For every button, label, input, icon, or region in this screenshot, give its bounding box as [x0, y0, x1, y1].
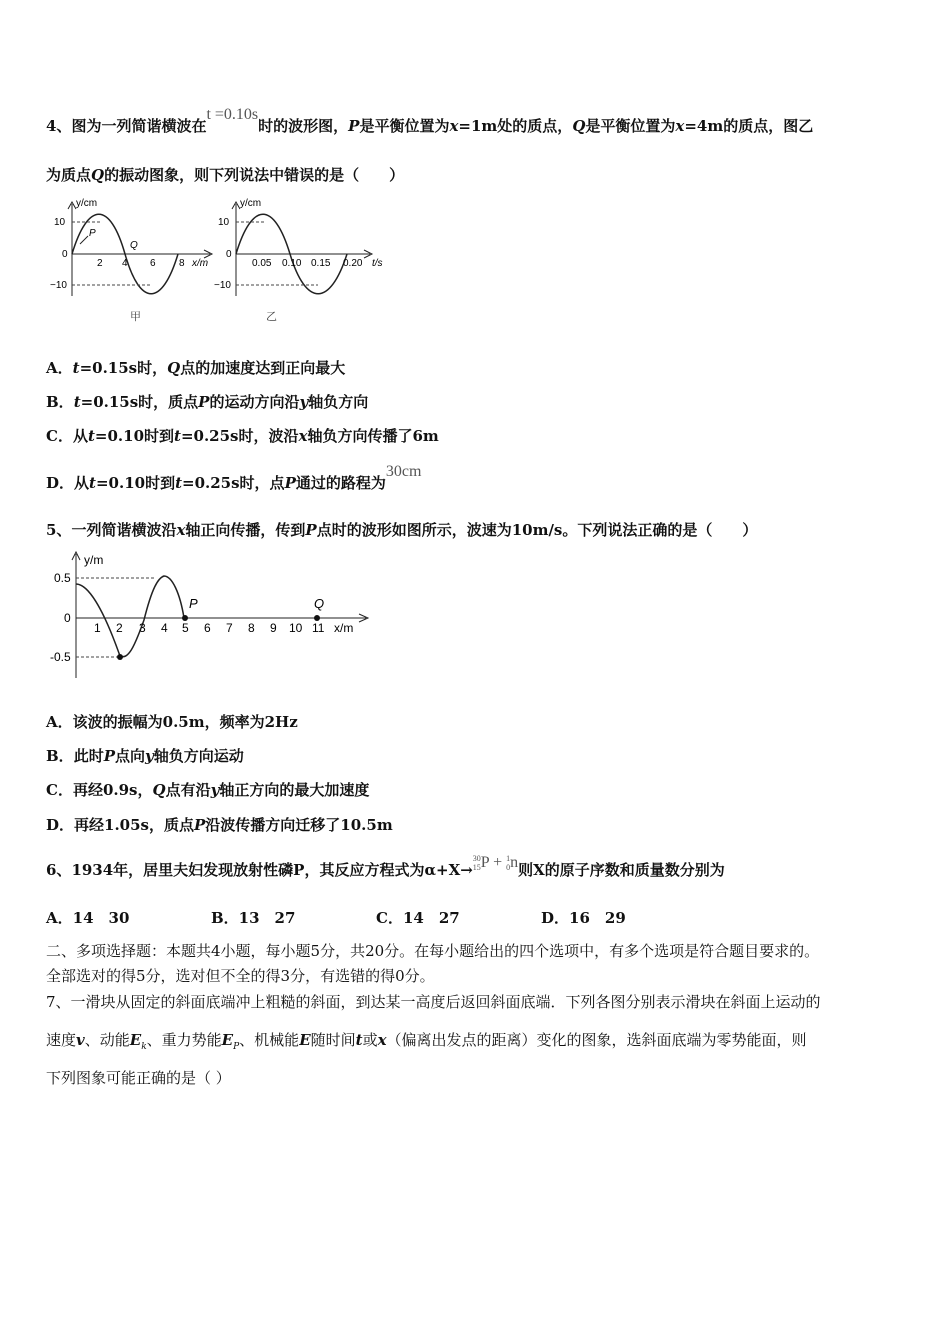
q5-Q-label: Q — [314, 596, 325, 611]
yi-caption: 乙 — [266, 311, 277, 323]
q4-option-c: C．从t=0.10时到t=0.25s时，波沿x轴负方向传播了6m — [46, 427, 439, 445]
q7-line1: 7、一滑块从固定的斜面底端冲上粗糙的斜面，到达某一高度后返回斜面底端．下列各图分别表示滑块在斜面上运动的 — [46, 993, 821, 1011]
q7-line2: 速度v、动能$E_k$、重力势能$E_P$、机械能E随时间t或x（偏离出发点的距离）变化的图象，选斜面底端为零势能面，则 — [46, 1031, 807, 1052]
q5-option-b: B．此时P点向y轴负方向运动 — [46, 747, 244, 765]
q5-option-d: D．再经1.05s，质点P沿波传播方向迁移了10.5m — [46, 816, 393, 834]
jia-axes — [68, 202, 212, 296]
q4-stem-line1: 4、图为一列简谐横波在t =0.10s时的波形图，P是平衡位置为x=1m处的质点，Q是平衡位置为x=4m的质点，图乙 — [46, 106, 814, 135]
q6-options — [46, 907, 846, 928]
jia-tick: 4 — [122, 258, 128, 269]
q5-tick: 11 — [312, 621, 325, 635]
yi-tick: 0.15 — [311, 258, 331, 269]
q5-trough-point — [117, 654, 123, 660]
q6-reaction-products: 30 15P + 1 0n — [472, 854, 519, 873]
q5-figure — [48, 548, 378, 683]
q5-tick: 4 — [161, 621, 168, 635]
q5-tick: 6 — [204, 621, 211, 635]
q6-option-b: B．13 27 — [211, 909, 296, 927]
q5-y-top: 0.5 — [54, 571, 71, 585]
q5-xlabel: x/m — [334, 621, 354, 635]
jia-y-top: 10 — [54, 217, 66, 228]
jia-Q-label: Q — [130, 240, 138, 251]
q4-d-expression: 30cm — [385, 463, 422, 480]
q4-figure-jia — [50, 196, 225, 326]
jia-xlabel: x/m — [192, 258, 209, 269]
q6-stem: 6、1934年，居里夫妇发现放射性磷P，其反应方程式为α+X→30 15P + 1 0n则X的原子序数和质量数分别为 — [46, 854, 725, 879]
q6-option-d: D．16 29 — [541, 909, 626, 927]
jia-tick: 6 — [150, 258, 156, 269]
q5-tick: 1 — [94, 621, 101, 635]
yi-xlabel: t/s — [372, 258, 383, 269]
q5-wave-curve — [76, 576, 184, 657]
q5-tick: 7 — [226, 621, 233, 635]
jia-P-arrow — [80, 236, 88, 244]
q4-stem-line2: 为质点Q的振动图象，则下列说法中错误的是（ ） — [46, 166, 405, 184]
q5-ylabel: y/m — [84, 553, 104, 567]
q5-y-bottom: -0.5 — [50, 650, 71, 664]
q4-option-d: D．从t=0.10时到t=0.25s时，点P通过的路程为30cm — [46, 463, 422, 492]
jia-caption: 甲 — [130, 311, 141, 323]
q5-tick: 10 — [289, 621, 303, 635]
yi-tick: 0.20 — [343, 258, 363, 269]
q4-option-b: B．t=0.15s时，质点P的运动方向沿y轴负方向 — [46, 393, 369, 411]
section2-line1: 二、多项选择题：本题共4小题，每小题5分，共20分。在每小题给出的四个选项中，有多个选项是符合题目要求的。 — [46, 942, 820, 960]
q7-line3: 下列图象可能正确的是（ ） — [46, 1069, 231, 1087]
q6-option-c: C．14 27 — [376, 909, 460, 927]
q5-option-c: C．再经0.9s，Q点有沿y轴正方向的最大加速度 — [46, 781, 370, 799]
q5-tick: 2 — [116, 621, 123, 635]
yi-origin: 0 — [226, 249, 232, 260]
q4-figure-yi — [212, 196, 392, 326]
yi-tick: 0.10 — [282, 258, 302, 269]
yi-y-bottom: −10 — [214, 280, 231, 291]
q5-tick: 3 — [139, 621, 146, 635]
section2-line2: 全部选对的得5分，选对但不全的得3分，有选错的得0分。 — [46, 967, 435, 985]
yi-y-top: 10 — [218, 217, 230, 228]
yi-ylabel: y/cm — [240, 198, 262, 209]
q5-option-a: A．该波的振幅为0.5m，频率为2Hz — [46, 713, 298, 731]
jia-y-bottom: −10 — [50, 280, 67, 291]
jia-tick: 2 — [97, 258, 103, 269]
q6-option-a: A．14 30 — [46, 909, 130, 927]
q5-tick: 8 — [248, 621, 255, 635]
q5-tick: 5 — [182, 621, 189, 635]
jia-ylabel: y/cm — [76, 198, 98, 209]
q5-P-label: P — [189, 596, 198, 611]
q4-option-a: A．t=0.15s时，Q点的加速度达到正向最大 — [46, 359, 346, 377]
jia-P-label: P — [89, 228, 96, 239]
q5-stem: 5、一列简谐横波沿x轴正向传播，传到P点时的波形如图所示，波速为10m/s。下列说法正确的是（ ） — [46, 521, 758, 539]
q5-axes — [72, 552, 368, 678]
q4-time-expression: t =0.10s — [206, 106, 259, 123]
jia-origin: 0 — [62, 249, 68, 260]
yi-tick: 0.05 — [252, 258, 272, 269]
jia-tick: 8 — [179, 258, 185, 269]
q5-tick: 9 — [270, 621, 277, 635]
q5-origin: 0 — [64, 611, 71, 625]
